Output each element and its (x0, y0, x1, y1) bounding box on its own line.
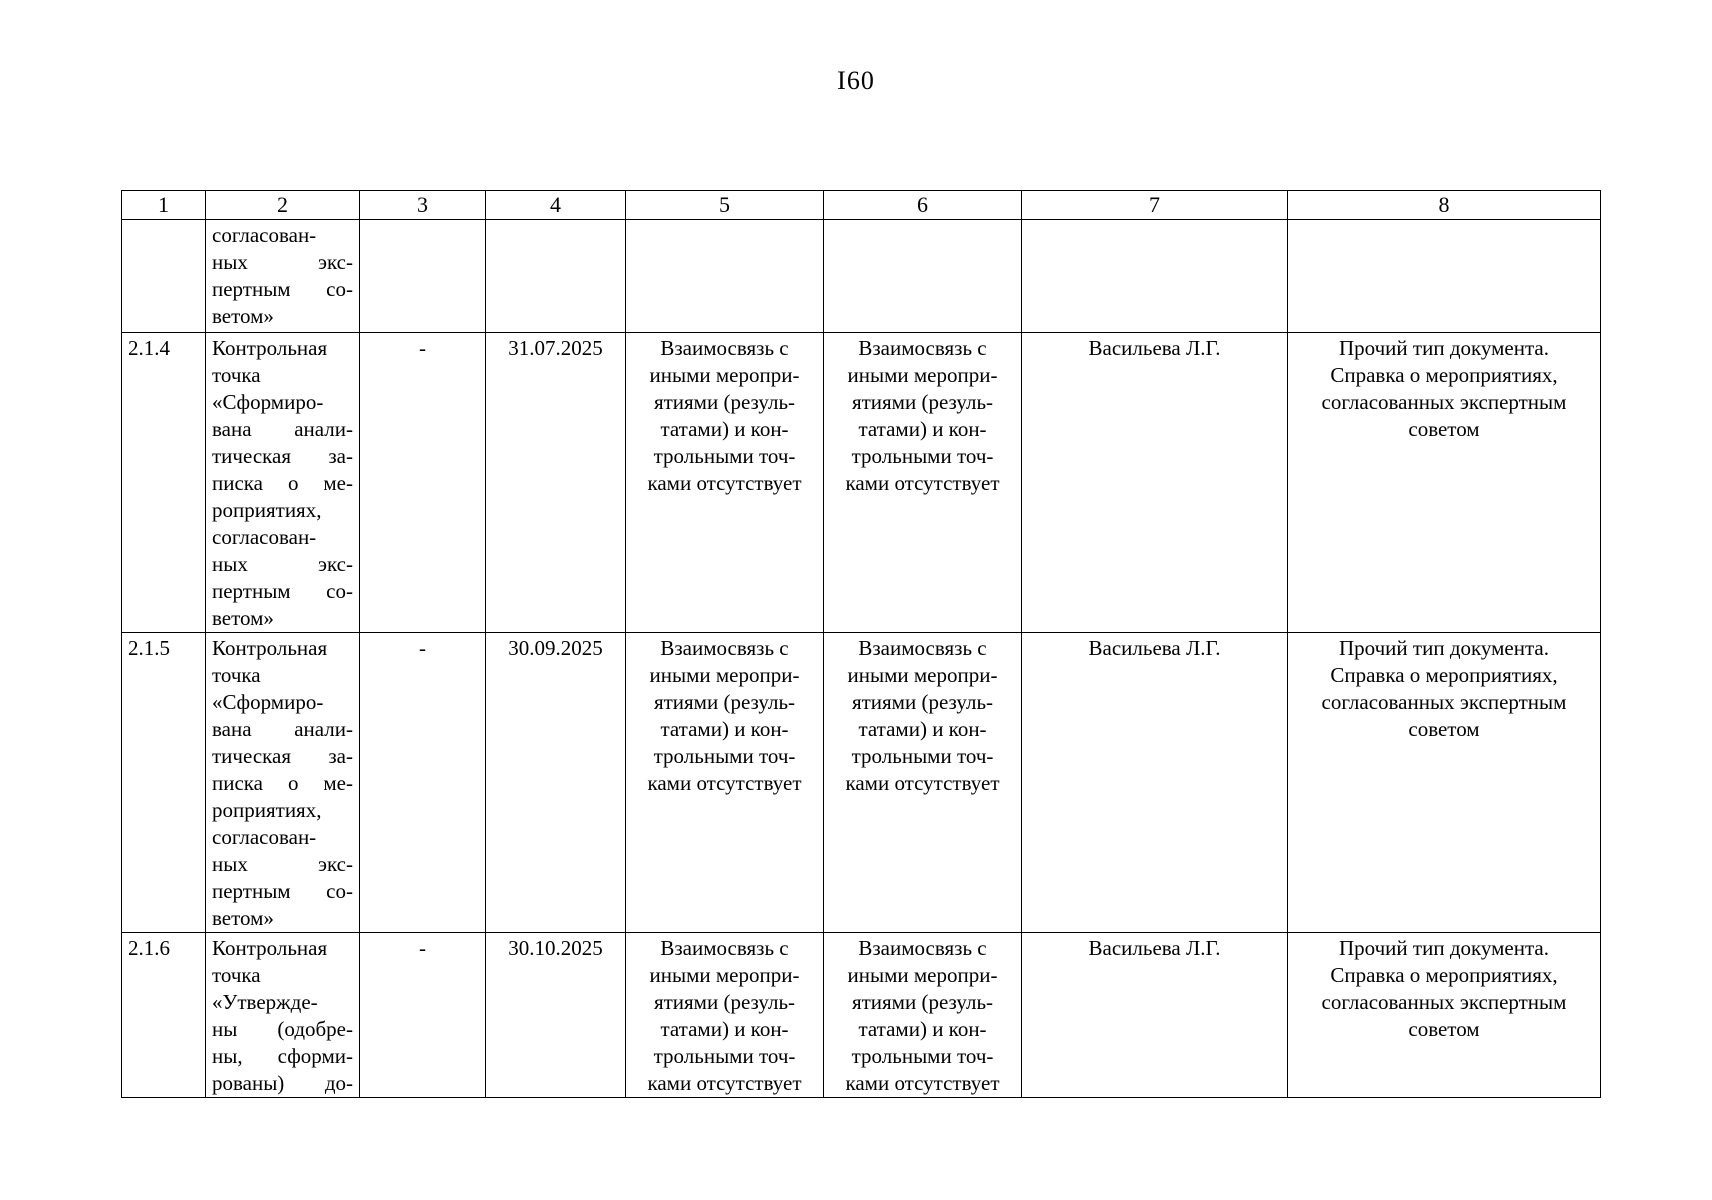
cell-name (206, 333, 360, 633)
name-line: тическая за- (212, 744, 353, 768)
col5-line: ками отсутствует (647, 1071, 802, 1095)
header-col-4: 4 (486, 191, 626, 220)
name-line: согласован- (212, 525, 317, 549)
name-line: «Сформиро- (212, 690, 324, 714)
cell-name (206, 220, 360, 333)
name-line: ных экс- (212, 250, 353, 274)
page-number: I60 (837, 66, 875, 95)
header-col-6: 6 (824, 191, 1022, 220)
name-line: «Утвержде- (212, 990, 318, 1014)
name-line: Контрольная (212, 336, 328, 360)
col5-line: трольными точ- (653, 1044, 796, 1068)
col6-line: трольными точ- (851, 744, 994, 768)
cell-col8 (1288, 933, 1601, 1098)
name-line: вана анали- (212, 417, 353, 441)
name-line: Контрольная (212, 636, 328, 660)
col8-line: советом (1408, 717, 1480, 741)
col5-line: иными меропри- (649, 963, 800, 987)
name-line: ных экс- (212, 852, 353, 876)
cell-responsible: Васильева Л.Г. (1022, 633, 1288, 933)
table-row (122, 633, 1601, 933)
col6-line: трольными точ- (851, 1044, 994, 1068)
name-line: ны (одобре- (212, 1017, 353, 1041)
col5-line: татами) и кон- (660, 417, 789, 441)
header-col-1: 1 (122, 191, 206, 220)
col6-line: Взаимосвязь с (858, 636, 987, 660)
col8-line: согласованных экспертным (1321, 990, 1567, 1014)
cell-num: 2.1.5 (122, 633, 206, 933)
name-line: вана анали- (212, 717, 353, 741)
name-line: «Сформиро- (212, 390, 324, 414)
col8-line: советом (1408, 1017, 1480, 1041)
col6-line: иными меропри- (847, 963, 998, 987)
cell-col5 (626, 333, 824, 633)
name-line: пертным со- (212, 879, 353, 903)
col8-line: советом (1408, 417, 1480, 441)
name-line: ны, сформи- (212, 1044, 353, 1068)
cell-num: 2.1.6 (122, 933, 206, 1098)
name-line: пертным со- (212, 579, 353, 603)
col5-line: ятиями (резуль- (653, 690, 796, 714)
name-line: согласован- (212, 825, 317, 849)
header-col-8: 8 (1288, 191, 1601, 220)
header-col-7: 7 (1022, 191, 1288, 220)
name-line: тическая за- (212, 444, 353, 468)
col5-line: трольными точ- (653, 444, 796, 468)
name-line: писка о ме- (212, 771, 353, 795)
name-line: ных экс- (212, 552, 353, 576)
col5-line: иными меропри- (649, 363, 800, 387)
plan-table (121, 190, 1601, 1098)
col5-line: татами) и кон- (660, 717, 789, 741)
cell-col3: - (360, 933, 486, 1098)
name-line: пертным со- (212, 277, 353, 301)
cell-date: 30.09.2025 (486, 633, 626, 933)
cell-name (206, 933, 360, 1098)
col5-line: ятиями (резуль- (653, 390, 796, 414)
col8-line: Прочий тип документа. (1339, 636, 1549, 660)
col6-line: иными меропри- (847, 663, 998, 687)
cell-col3: - (360, 333, 486, 633)
col8-line: Справка о мероприятиях, (1330, 663, 1558, 687)
cell-responsible: Васильева Л.Г. (1022, 933, 1288, 1098)
name-line: ветом» (212, 606, 274, 630)
col6-line: ками отсутствует (845, 771, 1000, 795)
cell-date: 30.10.2025 (486, 933, 626, 1098)
cell-col6 (824, 633, 1022, 933)
cell-col6 (824, 333, 1022, 633)
col5-line: трольными точ- (653, 744, 796, 768)
col8-line: Справка о мероприятиях, (1330, 363, 1558, 387)
col8-line: Прочий тип документа. (1339, 936, 1549, 960)
col6-line: иными меропри- (847, 363, 998, 387)
col6-line: Взаимосвязь с (858, 936, 987, 960)
cell-col6 (824, 220, 1022, 333)
name-line: Контрольная (212, 936, 328, 960)
table-row-continuation (122, 220, 1601, 333)
col6-line: татами) и кон- (858, 717, 987, 741)
header-row (122, 191, 1601, 220)
name-line: роприятиях, (212, 798, 322, 822)
col6-line: ятиями (резуль- (851, 390, 994, 414)
col5-line: Взаимосвязь с (660, 336, 789, 360)
name-line: точка (212, 963, 261, 987)
col5-line: татами) и кон- (660, 1017, 789, 1041)
cell-num: 2.1.4 (122, 333, 206, 633)
col6-line: трольными точ- (851, 444, 994, 468)
header-col-5: 5 (626, 191, 824, 220)
cell-name (206, 633, 360, 933)
cell-col3 (360, 220, 486, 333)
header-col-2: 2 (206, 191, 360, 220)
name-line: точка (212, 363, 261, 387)
col6-line: Взаимосвязь с (858, 336, 987, 360)
name-line: ветом» (212, 906, 274, 930)
cell-col5 (626, 220, 824, 333)
cell-responsible (1022, 220, 1288, 333)
header-col-3: 3 (360, 191, 486, 220)
col6-line: ками отсутствует (845, 471, 1000, 495)
col6-line: татами) и кон- (858, 417, 987, 441)
cell-num (122, 220, 206, 333)
col8-line: Справка о мероприятиях, (1330, 963, 1558, 987)
cell-col3: - (360, 633, 486, 933)
cell-col6 (824, 933, 1022, 1098)
cell-col5 (626, 933, 824, 1098)
col5-line: иными меропри- (649, 663, 800, 687)
col5-line: ками отсутствует (647, 771, 802, 795)
col6-line: ками отсутствует (845, 1071, 1000, 1095)
cell-col8 (1288, 633, 1601, 933)
col6-line: татами) и кон- (858, 1017, 987, 1041)
name-line: ветом» (212, 304, 274, 328)
name-line: рованы) до- (212, 1071, 353, 1095)
col6-line: ятиями (резуль- (851, 690, 994, 714)
cell-col5 (626, 633, 824, 933)
cell-date (486, 220, 626, 333)
cell-date: 31.07.2025 (486, 333, 626, 633)
col5-line: Взаимосвязь с (660, 936, 789, 960)
cell-responsible: Васильева Л.Г. (1022, 333, 1288, 633)
col5-line: Взаимосвязь с (660, 636, 789, 660)
name-line: писка о ме- (212, 471, 353, 495)
col8-line: согласованных экспертным (1321, 690, 1567, 714)
col8-line: Прочий тип документа. (1339, 336, 1549, 360)
col6-line: ятиями (резуль- (851, 990, 994, 1014)
name-line: роприятиях, (212, 498, 322, 522)
col8-line: согласованных экспертным (1321, 390, 1567, 414)
col5-line: ками отсутствует (647, 471, 802, 495)
table-row (122, 933, 1601, 1098)
name-line: согласован- (212, 223, 317, 247)
name-line: точка (212, 663, 261, 687)
cell-col8 (1288, 333, 1601, 633)
table-row (122, 333, 1601, 633)
col5-line: ятиями (резуль- (653, 990, 796, 1014)
cell-col8 (1288, 220, 1601, 333)
